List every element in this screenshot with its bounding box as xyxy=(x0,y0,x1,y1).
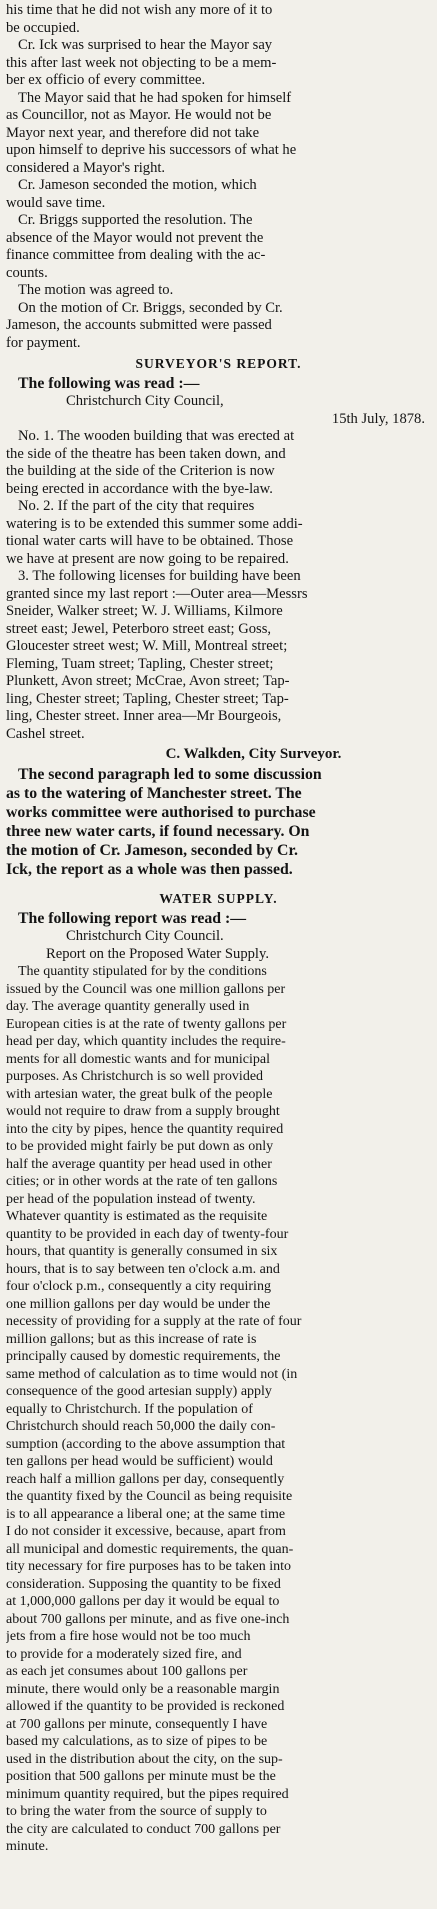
text-line: upon himself to deprive his successors of what he xyxy=(6,142,297,158)
text-line: granted since my last report :—Outer area—Messrs xyxy=(6,585,308,602)
text-line: Mayor next year, and therefore did not take xyxy=(6,124,260,141)
text-line: On the motion of Cr. Briggs, seconded by Cr. xyxy=(18,299,283,316)
text-line: four o'clock p.m., consequently a city requiring xyxy=(6,1279,271,1294)
text-line: position that 500 gallons per minute must be the xyxy=(6,1769,276,1784)
text-line: tity necessary for fire purposes has to be taken into xyxy=(6,1559,291,1574)
text-line: as Councillor, not as Mayor. He would not be xyxy=(6,107,272,123)
text-line: Sneider, Walker street; W. J. Williams, Kilmore xyxy=(6,603,283,619)
text-line: the quantity fixed by the Council as being requisite xyxy=(6,1489,293,1504)
text-line: minimum quantity required, but the pipes required xyxy=(6,1786,289,1802)
text-line: I do not consider it excessive, because, apart from xyxy=(6,1524,286,1539)
text-line: half the average quantity per head used in other xyxy=(6,1156,272,1172)
council-discussion-section xyxy=(6,2,431,352)
council-line: Christchurch City Council. xyxy=(66,928,224,944)
text-line: Cr. Ick was surprised to hear the Mayor say xyxy=(18,37,273,53)
text-line: hours, that is to say between ten o'clock a.m. and xyxy=(6,1261,280,1277)
text-line: Jameson, the accounts submitted were passed xyxy=(6,317,272,333)
text-line: Fleming, Tuam street; Tapling, Chester street; xyxy=(6,655,274,672)
text-line: works committee were authorised to purchase xyxy=(6,804,316,821)
read-line: The following report was read :— xyxy=(18,910,247,927)
text-line: counts. xyxy=(6,264,48,281)
section-heading: WATER SUPPLY. xyxy=(159,891,278,906)
text-line: jets from a fire hose would not be too much xyxy=(6,1629,251,1644)
text-line: ling, Chester street; Tapling, Chester street; Tap- xyxy=(6,690,289,707)
text-line: The motion was agreed to. xyxy=(18,282,174,298)
text-line: all municipal and domestic requirements, the quan- xyxy=(6,1541,294,1557)
text-line: street east; Jewel, Peterboro street east; Goss, xyxy=(6,620,272,637)
report-date: 15th July, 1878. xyxy=(331,410,425,427)
text-line: to be provided might fairly be put down as only xyxy=(6,1139,274,1154)
section-heading: SURVEYOR'S REPORT. xyxy=(135,356,302,371)
text-line: the motion of Cr. Jameson, seconded by Cr. xyxy=(6,842,298,859)
text-line: at 1,000,000 gallons per day it would be equal to xyxy=(6,1594,280,1609)
text-line: would not require to draw from a supply brought xyxy=(6,1104,280,1119)
text-line: equally to Christchurch. If the population of xyxy=(6,1401,253,1417)
surveyor-signature: C. Walkden, City Surveyor. xyxy=(165,746,342,762)
text-line: Whatever quantity is estimated as the requisite xyxy=(6,1209,268,1224)
text-line: The Mayor said that he had spoken for himself xyxy=(18,89,292,106)
council-line: Christchurch City Council, xyxy=(66,393,224,409)
text-line: consequence of the good artesian supply) apply xyxy=(6,1384,272,1399)
text-line: cities; or in other words at the rate of ten gallons xyxy=(6,1174,278,1189)
text-line: as each jet consumes about 100 gallons per xyxy=(6,1664,248,1679)
text-line: No. 1. The wooden building that was erected at xyxy=(18,428,295,444)
text-line: finance committee from dealing with the ac- xyxy=(6,247,266,263)
text-line: with artesian water, the great bulk of the people xyxy=(6,1086,273,1102)
text-line: the city are calculated to conduct 700 gallons per xyxy=(6,1821,281,1837)
text-line: Plunkett, Avon street; McCrae, Avon street; Tap- xyxy=(6,673,290,689)
surveyor-report-section xyxy=(6,352,431,879)
text-line: 3. The following licenses for building have been xyxy=(18,568,301,584)
text-line: Ick, the report as a whole was then passed. xyxy=(6,861,293,878)
text-line: ten gallons per head would be sufficient) would xyxy=(6,1454,273,1469)
text-line: three new water carts, if found necessary. On xyxy=(6,823,310,840)
text-line: Cr. Jameson seconded the motion, which xyxy=(18,177,257,193)
text-line: watering is to be extended this summer some addi- xyxy=(6,515,303,532)
text-line: allowed if the quantity to be provided is reckoned xyxy=(6,1699,285,1714)
text-line: minute. xyxy=(6,1839,49,1854)
read-line: The following was read :— xyxy=(18,375,200,392)
text-line: for payment. xyxy=(6,334,81,351)
text-line: be occupied. xyxy=(6,19,80,36)
text-line: the building at the side of the Criterion is now xyxy=(6,463,275,479)
text-line: head per day, which quantity includes the require- xyxy=(6,1034,286,1049)
text-line: being erected in accordance with the bye-law. xyxy=(6,480,273,497)
text-line: this after last week not objecting to be a mem- xyxy=(6,54,277,71)
text-line: Cr. Briggs supported the resolution. The xyxy=(18,212,253,228)
text-line: ling, Chester street. Inner area—Mr Bourgeois, xyxy=(6,708,282,724)
text-line: considered a Mayor's right. xyxy=(6,159,166,176)
text-line: per head of the population instead of twenty. xyxy=(6,1191,256,1207)
text-line: we have at present are now going to be repaired. xyxy=(6,550,289,567)
text-line: quantity to be provided in each day of twenty-four xyxy=(6,1226,289,1242)
text-line: hours, that quantity is generally consumed in six xyxy=(6,1244,278,1259)
text-line: one million gallons per day would be under the xyxy=(6,1296,271,1312)
text-line: Gloucester street west; W. Mill, Montreal street; xyxy=(6,638,288,654)
text-line: tional water carts will have to be obtained. Those xyxy=(6,533,294,549)
text-line: reach half a million gallons per day, consequently xyxy=(6,1471,285,1487)
text-line: used in the distribution about the city, on the sup- xyxy=(6,1751,283,1767)
text-line: to provide for a moderately sized fire, and xyxy=(6,1646,242,1662)
text-line: sumption (according to the above assumption that xyxy=(6,1436,286,1452)
text-line: is to all appearance a liberal one; at the same time xyxy=(6,1506,286,1522)
water-supply-section xyxy=(6,887,431,1856)
text-line: consideration. Supposing the quantity to be fixed xyxy=(6,1576,281,1592)
text-line: purposes. As Christchurch is so well provided xyxy=(6,1069,264,1084)
text-line: million gallons; but as this increase of rate is xyxy=(6,1331,257,1347)
text-line: No. 2. If the part of the city that requires xyxy=(18,498,255,514)
report-title: Report on the Proposed Water Supply. xyxy=(46,945,269,962)
text-line: The second paragraph led to some discussion xyxy=(18,766,322,783)
text-line: necessity of providing for a supply at the rate of four xyxy=(6,1314,302,1329)
text-line: The quantity stipulated for by the conditions xyxy=(18,964,267,979)
text-line: day. The average quantity generally used in xyxy=(6,999,250,1014)
text-line: to bring the water from the source of supply to xyxy=(6,1804,267,1819)
text-line: at 700 gallons per minute, consequently I have xyxy=(6,1716,268,1732)
text-line: ments for all domestic wants and for municipal xyxy=(6,1051,270,1067)
text-line: same method of calculation as to time would not (in xyxy=(6,1366,298,1382)
text-line: Christchurch should reach 50,000 the daily con- xyxy=(6,1419,276,1434)
text-line: about 700 gallons per minute, and as five one-inch xyxy=(6,1611,290,1627)
text-line: Cashel street. xyxy=(6,725,85,742)
text-line: European cities is at the rate of twenty gallons per xyxy=(6,1016,287,1032)
text-line: his time that he did not wish any more of it to xyxy=(6,2,273,18)
text-line: as to the watering of Manchester street. The xyxy=(6,785,302,802)
text-line: absence of the Mayor would not prevent the xyxy=(6,229,264,246)
text-line: minute, there would only be a reasonable margin xyxy=(6,1681,280,1697)
text-line: ber ex officio of every committee. xyxy=(6,72,206,88)
text-line: issued by the Council was one million gallons per xyxy=(6,981,286,997)
text-line: based my calculations, as to size of pipes to be xyxy=(6,1734,268,1749)
text-line: principally caused by domestic requirements, the xyxy=(6,1349,281,1364)
text-line: would save time. xyxy=(6,194,106,211)
text-line: the side of the theatre has been taken down, and xyxy=(6,445,286,462)
text-line: into the city by pipes, hence the quantity required xyxy=(6,1121,284,1137)
